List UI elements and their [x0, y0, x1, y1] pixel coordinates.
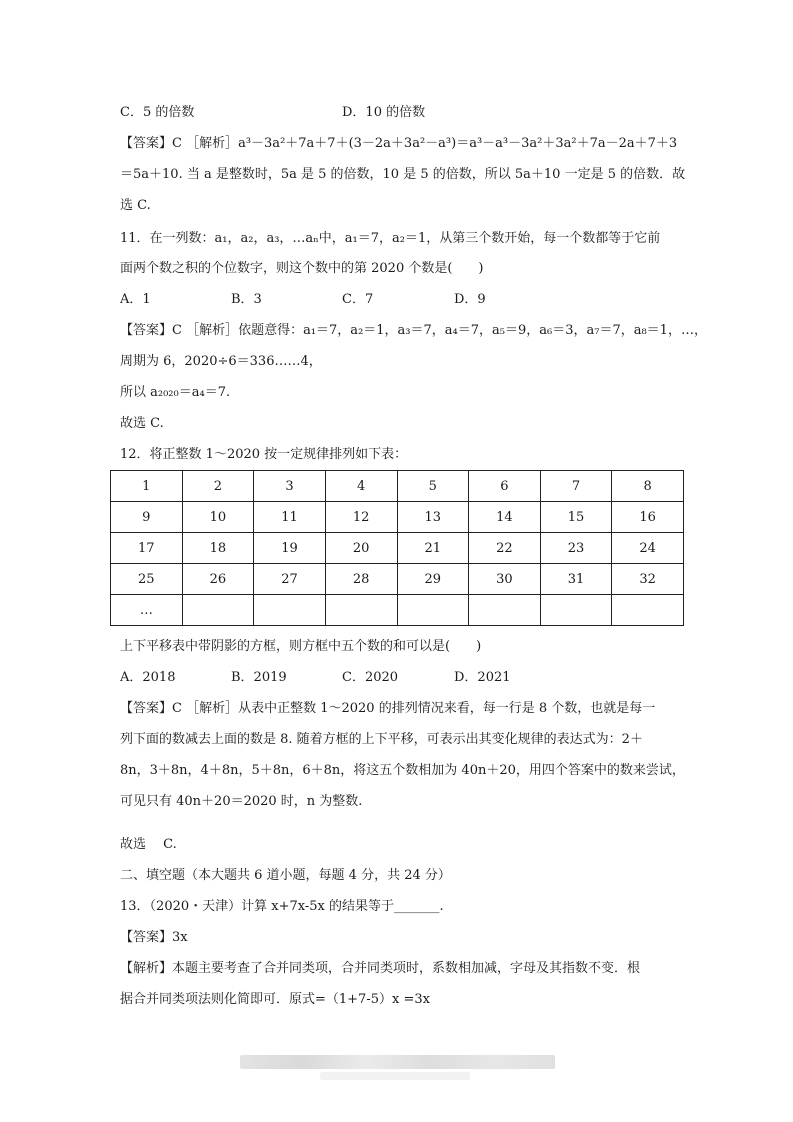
q12-option-c: C．2020	[342, 670, 399, 685]
table-cell	[254, 595, 326, 626]
table-cell: 17	[111, 533, 183, 564]
table-cell: 24	[612, 533, 684, 564]
table-cell: 28	[325, 564, 397, 595]
table-row	[111, 471, 684, 502]
table-cell: 16	[612, 502, 684, 533]
table-cell: 32	[612, 564, 684, 595]
footer-watermark	[240, 1055, 555, 1069]
footer-watermark-sub	[320, 1072, 470, 1080]
table-cell: 21	[397, 533, 469, 564]
table-cell	[612, 595, 684, 626]
q13-analysis-line-1: 【解析】本题主要考查了合并同类项，合并同类项时，系数相加减，字母及其指数不变．根	[120, 961, 641, 976]
q12-option-a: A．2018	[120, 670, 176, 685]
q12-option-b: B．2019	[231, 670, 287, 685]
table-cell: 13	[397, 502, 469, 533]
table-cell: 8	[612, 471, 684, 502]
q11-answer-line-1: 【答案】C ［解析］依题意得：a₁＝7，a₂＝1，a₃＝7，a₄＝7，a₅＝9，a₆＝3，a₇＝7，a₈＝1，…，	[120, 323, 707, 338]
q13-answer: 【答案】3x	[120, 930, 188, 945]
q11-option-b: B．3	[231, 292, 262, 307]
section-heading: 二、填空题（本大题共 6 道小题，每题 4 分，共 24 分）	[120, 868, 451, 883]
table-cell: 26	[182, 564, 254, 595]
table-cell: 4	[325, 471, 397, 502]
table-cell: 22	[469, 533, 541, 564]
table-cell: 23	[540, 533, 612, 564]
q12-answer-line-2: 列下面的数减去上面的数是 8. 随着方框的上下平移，可表示出其变化规律的表达式为：2＋	[120, 732, 643, 747]
q10-answer-line-3: 选 C.	[120, 198, 151, 213]
table-cell: 31	[540, 564, 612, 595]
table-cell: 9	[111, 502, 183, 533]
table-cell: 1	[111, 471, 183, 502]
table-cell: 11	[254, 502, 326, 533]
table-cell: 29	[397, 564, 469, 595]
q12-answer-line-1: 【答案】C ［解析］从表中正整数 1～2020 的排列情况来看，每一行是 8 个数，也就是每一	[120, 701, 656, 716]
q11-text-line-2: 面两个数之积的个位数字，则这个数中的第 2020 个数是( )	[120, 261, 484, 276]
table-cell: 18	[182, 533, 254, 564]
table-cell: 12	[325, 502, 397, 533]
q10-option-c: C．5 的倍数	[120, 105, 195, 120]
q11-option-d: D．9	[454, 292, 486, 307]
q11-answer-line-2: 周期为 6，2020÷6＝336……4，	[120, 354, 322, 369]
table-cell: 19	[254, 533, 326, 564]
q12-answer-line-4: 可见只有 40n＋20＝2020 时，n 为整数.	[120, 794, 363, 809]
table-cell: 30	[469, 564, 541, 595]
q12-conclusion: 故选 C.	[120, 837, 177, 852]
table-cell	[469, 595, 541, 626]
table-cell: …	[111, 595, 183, 626]
q13-text: 13．（2020・天津）计算 x+7x-5x 的结果等于_______.	[120, 899, 444, 914]
table-cell: 6	[469, 471, 541, 502]
table-cell: 5	[397, 471, 469, 502]
table-cell: 14	[469, 502, 541, 533]
table-cell: 10	[182, 502, 254, 533]
q10-answer-line-1: 【答案】C ［解析］a³－3a²＋7a＋7＋(3－2a＋3a²－a³)＝a³－a³－3a²＋3a²＋7a－2a＋7＋3	[120, 136, 678, 151]
q12-question: 上下平移表中带阴影的方框，则方框中五个数的和可以是( )	[120, 639, 482, 654]
q11-option-a: A．1	[120, 292, 151, 307]
q13-analysis-line-2: 据合并同类项法则化简即可．原式=（1+7-5）x =3x	[120, 992, 430, 1007]
q11-text-line-1: 11．在一列数：a₁，a₂，a₃，…aₙ中，a₁＝7，a₂＝1，从第三个数开始，每一个数都等于它前	[120, 231, 661, 246]
table-cell	[397, 595, 469, 626]
table-cell: 7	[540, 471, 612, 502]
table-row	[111, 502, 684, 533]
table-cell: 27	[254, 564, 326, 595]
number-grid-table	[110, 470, 684, 626]
table-cell: 2	[182, 471, 254, 502]
table-cell	[325, 595, 397, 626]
table-cell: 20	[325, 533, 397, 564]
table-cell: 25	[111, 564, 183, 595]
q10-answer-line-2: ＝5a＋10. 当 a 是整数时，5a 是 5 的倍数，10 是 5 的倍数，所以 5a＋10 一定是 5 的倍数．故	[120, 167, 686, 182]
table-row	[111, 595, 684, 626]
table-cell	[540, 595, 612, 626]
q12-option-d: D．2021	[454, 670, 511, 685]
table-cell: 15	[540, 502, 612, 533]
table-row	[111, 564, 684, 595]
q12-text: 12．将正整数 1～2020 按一定规律排列如下表：	[120, 447, 408, 462]
q11-option-c: C．7	[342, 292, 374, 307]
table-row	[111, 533, 684, 564]
table-cell: 3	[254, 471, 326, 502]
table-cell	[182, 595, 254, 626]
q10-option-d: D．10 的倍数	[342, 105, 426, 120]
q11-answer-line-3: 所以 a₂₀₂₀＝a₄＝7.	[120, 385, 231, 400]
q12-answer-line-3: 8n，3＋8n，4＋8n，5＋8n，6＋8n，将这五个数相加为 40n＋20，用四个答案中的数来尝试，	[120, 763, 685, 778]
q11-answer-line-4: 故选 C.	[120, 416, 164, 431]
